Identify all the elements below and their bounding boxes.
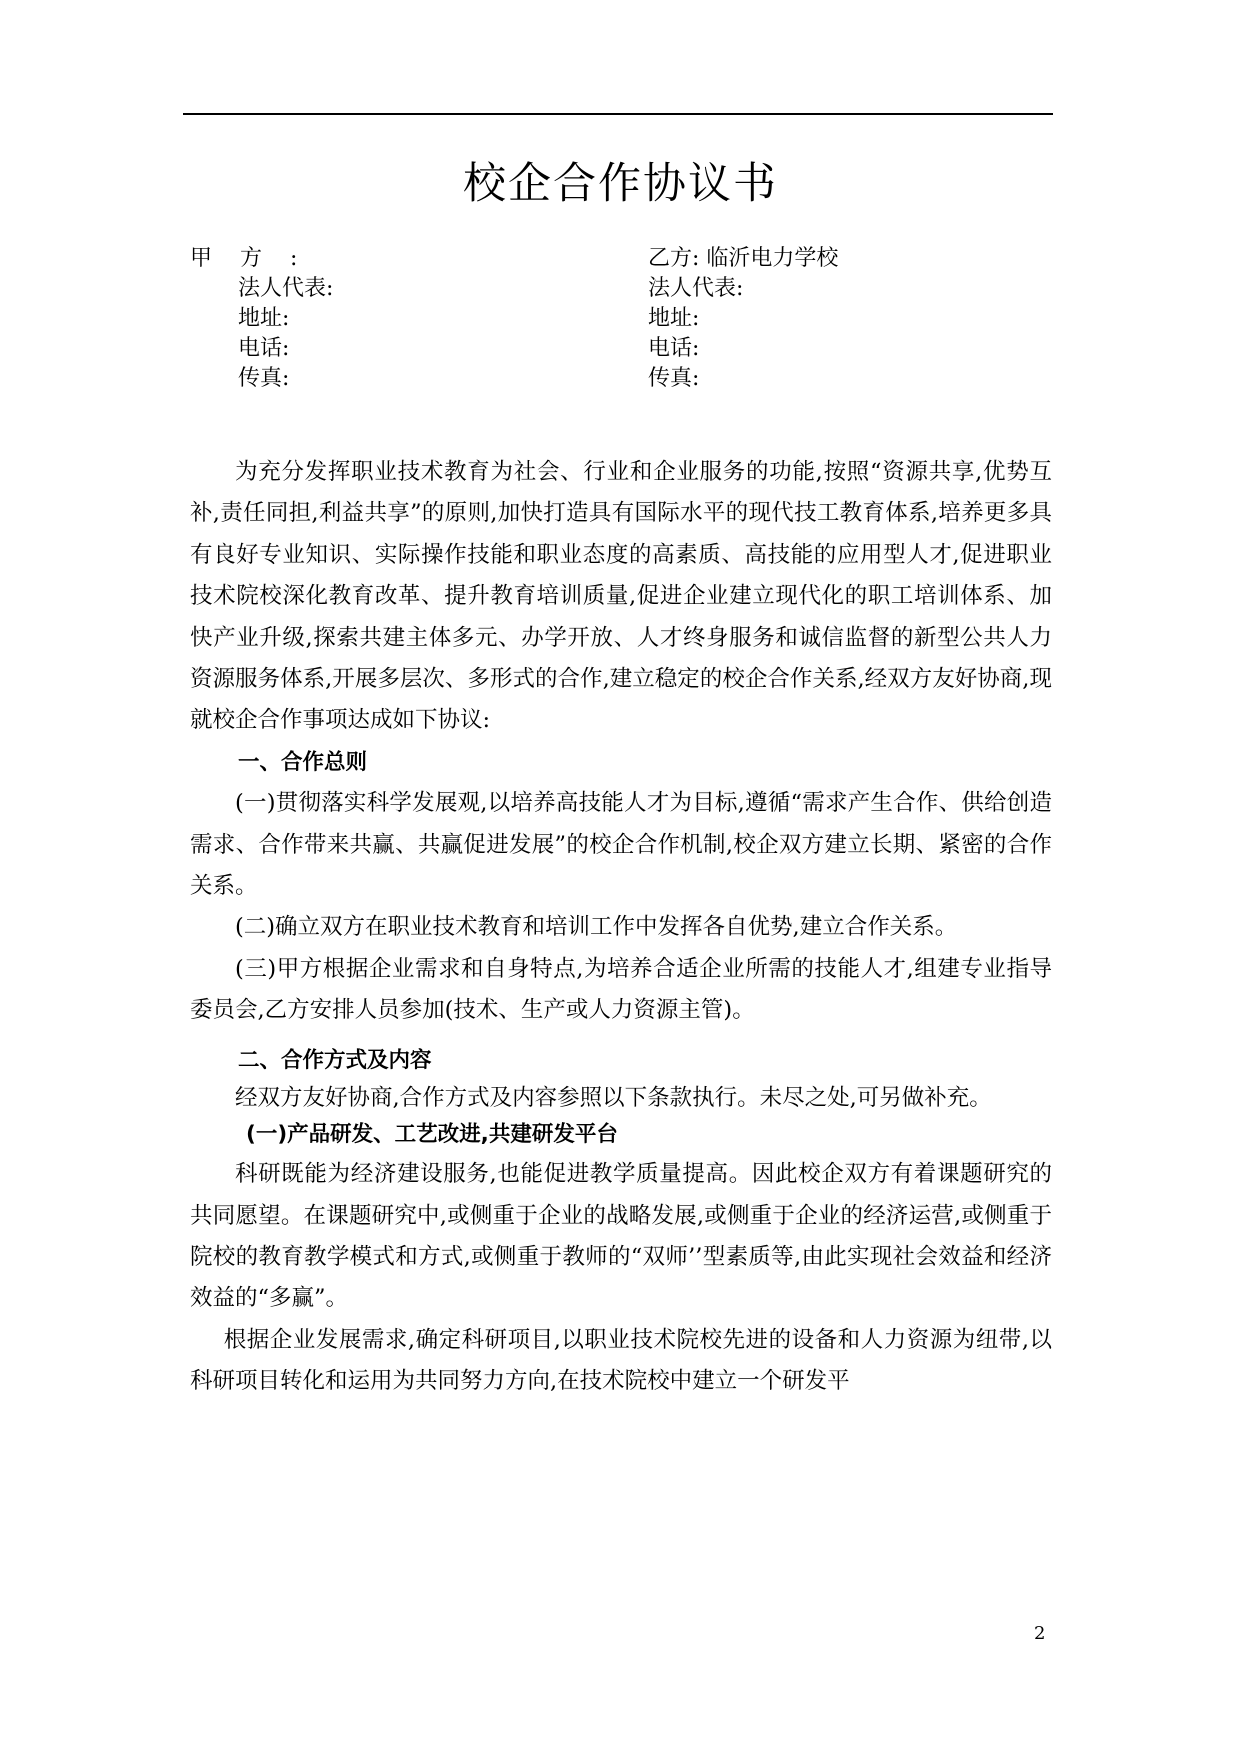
party-b-rep: 法人代表:: [648, 276, 744, 301]
party-b-fax: 传真:: [648, 366, 700, 391]
party-a-block: [190, 244, 333, 394]
header-rule: [183, 113, 1053, 115]
party-a-fax: 传真:: [238, 366, 290, 391]
section-1-item-2: (二)确立双方在职业技术教育和培训工作中发挥各自优势,建立合作关系。: [235, 914, 958, 941]
section-2-intro: 经双方友好协商,合作方式及内容参照以下条款执行。未尽之处,可另做补充。: [235, 1085, 992, 1112]
party-b-block: [648, 244, 838, 394]
document-body: [190, 452, 1052, 1403]
page-number: 2: [1034, 1623, 1046, 1644]
party-a-phone: 电话:: [238, 336, 290, 361]
party-a-label-text: 甲方:: [190, 246, 326, 271]
section-1-item-3: (三)甲方根据企业需求和自身特点,为培养合适企业所需的技能人才,组建专业指导委员会,乙方安排人员参加(技术、生产或人力资源主管)。: [190, 955, 1052, 1024]
section-2-paragraph-1: 科研既能为经济建设服务,也能促进教学质量提高。因此校企双方有着课题研究的共同愿望。在课题研究中,或侧重于企业的战略发展,或侧重于企业的经济运营,或侧重于院校的教育教学模式和方式,或侧重于教师的“双师’’型素质等,由此实现社会效益和经济效益的“多赢”。: [190, 1161, 1052, 1312]
section-2-sub-heading: (一)产品研发、工艺改进,共建研发平台: [246, 1122, 618, 1148]
section-1-heading: 一、合作总则: [238, 749, 368, 775]
section-2-heading: 二、合作方式及内容: [238, 1047, 432, 1073]
party-b-label: 乙方: 临沂电力学校: [648, 246, 839, 271]
section-2-paragraph-2: 根据企业发展需求,确定科研项目,以职业技术院校先进的设备和人力资源为纽带,以科研项目转化和运用为共同努力方向,在技术院校中建立一个研发平: [190, 1326, 1052, 1395]
section-1-item-1: (一)贯彻落实科学发展观,以培养高技能人才为目标,遵循“需求产生合作、供给创造需求、合作带来共赢、共赢促进发展”的校企合作机制,校企双方建立长期、紧密的合作关系。: [190, 790, 1052, 900]
party-a-label: [190, 244, 333, 274]
party-a-rep: 法人代表:: [238, 276, 334, 301]
document-title: 校企合作协议书: [463, 159, 778, 209]
party-b-address: 地址:: [648, 306, 700, 331]
party-b-phone: 电话:: [648, 336, 700, 361]
intro-paragraph: 为充分发挥职业技术教育为社会、行业和企业服务的功能,按照“资源共享,优势互补,责任同担,利益共享”的原则,加快打造具有国际水平的现代技工教育体系,培养更多具有良好专业知识、实际操作技能和职业态度的高素质、高技能的应用型人才,促进职业技术院校深化教育改革、提升教育培训质量,促进企业建立现代化的职工培训体系、加快产业升级,探索共建主体多元、办学开放、人才终身服务和诚信监督的新型公共人力资源服务体系,开展多层次、多形式的合作,建立稳定的校企合作关系,经双方友好协商,现就校企合作事项达成如下协议:: [190, 459, 1052, 734]
party-a-address: 地址:: [238, 306, 290, 331]
